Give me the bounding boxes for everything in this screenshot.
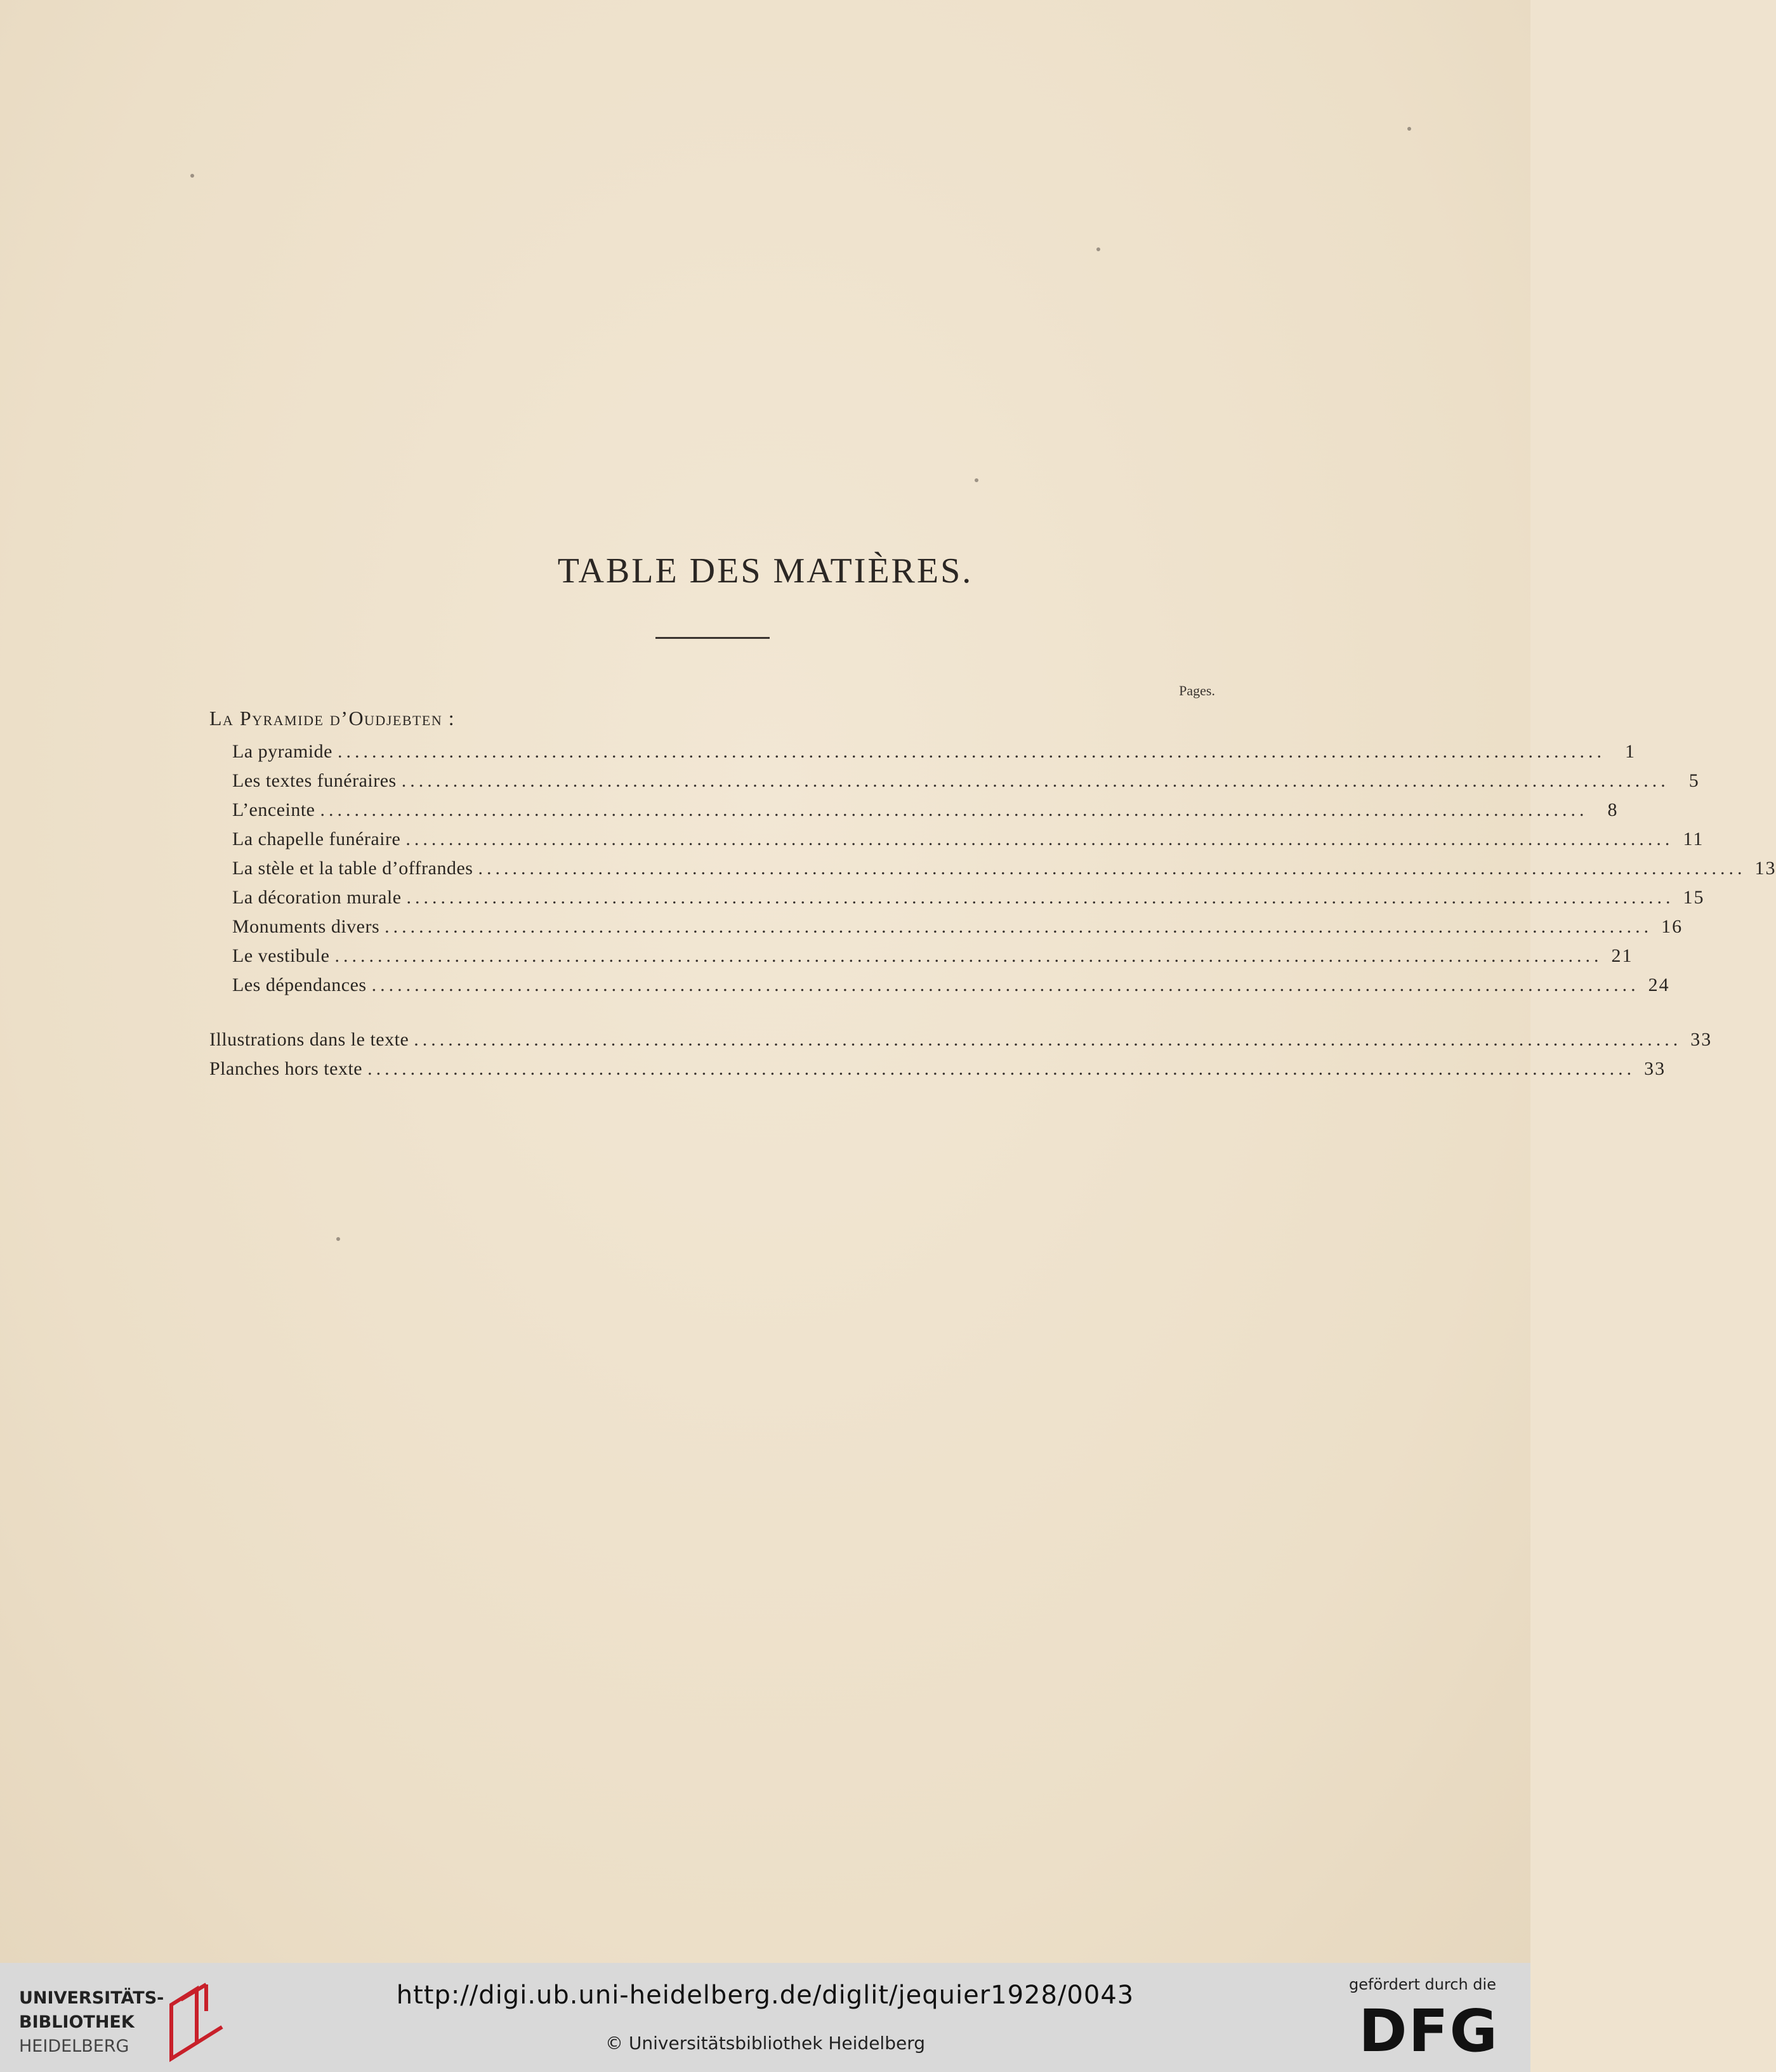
- leader-dots: ....................................................................................................................................................: [401, 770, 1669, 791]
- dfg-wordmark: DFG: [1358, 1997, 1499, 2065]
- leader-dots: ....................................................................................................................................................: [334, 945, 1603, 966]
- leader-dots: ....................................................................................................................................................: [320, 799, 1588, 820]
- toc-entry-label: La stèle et la table d’offrandes: [232, 858, 473, 879]
- funding-caption: gefördert durch die: [1349, 1976, 1496, 1993]
- toc-entry[interactable]: [232, 854, 1776, 883]
- paper-speck: [1096, 247, 1100, 251]
- toc-entry-page: 11: [1683, 829, 1704, 849]
- leader-dots: ....................................................................................................................................................: [478, 858, 1746, 879]
- library-name-line: UNIVERSITÄTS-: [19, 1988, 164, 2008]
- toc-entry[interactable]: [232, 941, 1633, 971]
- toc-entry-label: La décoration murale: [232, 887, 402, 908]
- toc-entry-page: 33: [1644, 1058, 1666, 1079]
- paper-speck: [975, 478, 978, 482]
- toc-entry-page: 24: [1648, 974, 1670, 995]
- permalink-url[interactable]: http://digi.ub.uni-heidelberg.de/diglit/jequier1928/0043: [396, 1981, 1135, 2010]
- toc-entry-label: La pyramide: [232, 741, 332, 762]
- toc-entry[interactable]: [232, 737, 1636, 766]
- toc-entry-label: Le vestibule: [232, 945, 330, 966]
- toc-entry-page: 1: [1624, 741, 1636, 762]
- toc-entry-label: Planches hors texte: [209, 1058, 363, 1079]
- dfg-logo[interactable]: [1340, 1976, 1505, 2064]
- leader-dots: ....................................................................................................................................................: [371, 974, 1640, 995]
- toc-entry-label: Les dépendances: [232, 974, 367, 995]
- leader-dots: ....................................................................................................................................................: [385, 916, 1653, 937]
- toc-entry[interactable]: [232, 825, 1704, 854]
- toc-entry-label: Illustrations dans le texte: [209, 1029, 409, 1050]
- toc-entry-page: 8: [1607, 799, 1619, 820]
- toc-entry[interactable]: [209, 1054, 1666, 1084]
- leader-dots: ....................................................................................................................................................: [414, 1029, 1682, 1050]
- toc-entry[interactable]: [232, 796, 1619, 825]
- toc-entry-label: La chapelle funéraire: [232, 829, 401, 849]
- toc-entry[interactable]: [232, 883, 1705, 912]
- paper-speck: [336, 1237, 340, 1241]
- toc-entry-label: Les textes funéraires: [232, 770, 397, 791]
- leader-dots: ....................................................................................................................................................: [405, 829, 1674, 849]
- toc-entry-page: 15: [1683, 887, 1705, 908]
- toc-entry-page: 16: [1661, 916, 1683, 937]
- toc-entry-page: 33: [1690, 1029, 1713, 1050]
- page-title: TABLE DES MATIÈRES.: [557, 551, 973, 591]
- library-name-line: HEIDELBERG: [19, 2036, 129, 2056]
- toc-entry-page: 13: [1754, 858, 1776, 879]
- footer-bar: [0, 1963, 1530, 2072]
- toc-entry[interactable]: [232, 971, 1670, 1000]
- toc-entry[interactable]: [232, 912, 1683, 941]
- toc-entry[interactable]: [209, 1025, 1713, 1054]
- paper-speck: [1407, 127, 1411, 131]
- leader-dots: ....................................................................................................................................................: [406, 887, 1674, 908]
- paper-speck: [190, 174, 194, 178]
- toc-entry-label: L’enceinte: [232, 799, 315, 820]
- library-name-line: BIBLIOTHEK: [19, 2012, 135, 2032]
- toc-entry-label: Monuments divers: [232, 916, 380, 937]
- title-divider: [655, 637, 770, 639]
- toc-entry-page: 21: [1611, 945, 1633, 966]
- section-heading: La Pyramide d’Oudjebten :: [209, 707, 456, 730]
- copyright-notice: © Universitätsbibliothek Heidelberg: [605, 2033, 925, 2054]
- toc-entry-page: 5: [1688, 770, 1700, 791]
- leader-dots: ....................................................................................................................................................: [367, 1058, 1636, 1079]
- toc-entry[interactable]: [232, 766, 1700, 796]
- leader-dots: ....................................................................................................................................................: [337, 741, 1605, 762]
- pages-column-label: Pages.: [1179, 683, 1215, 698]
